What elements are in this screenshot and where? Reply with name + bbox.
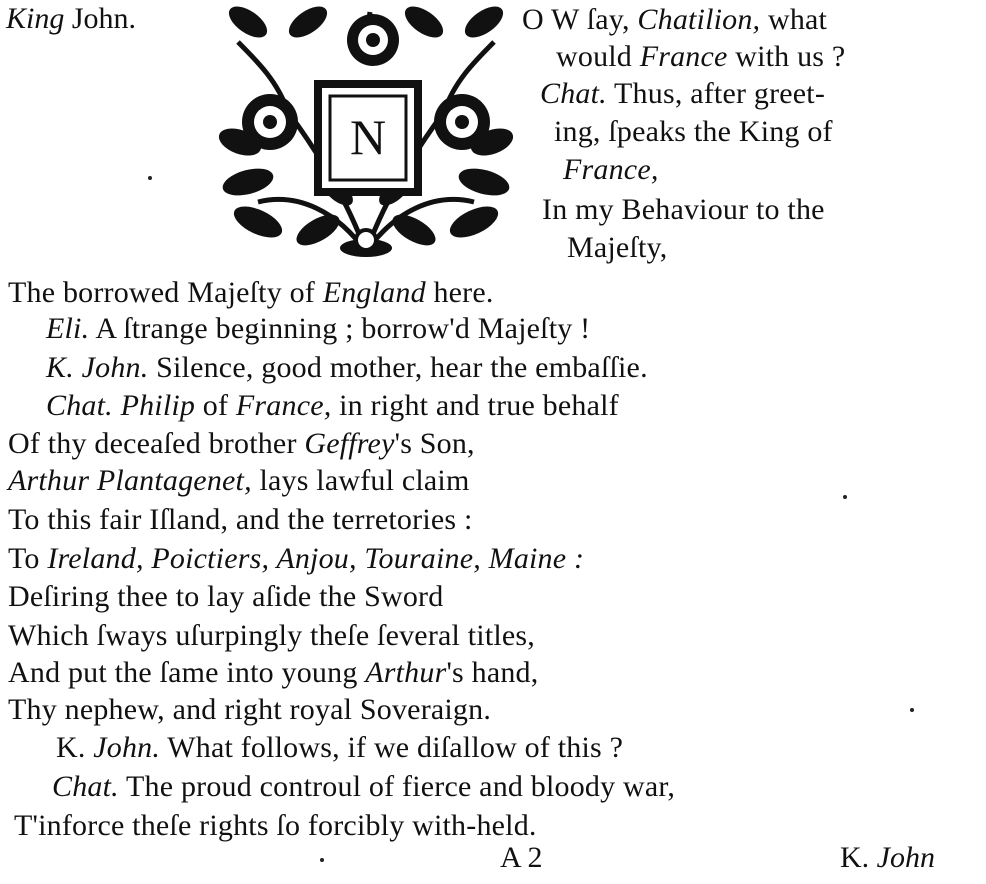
roman-run: To <box>8 542 48 575</box>
roman-run: in right and true behalf <box>331 389 619 422</box>
italic-run: Eli. <box>46 312 90 345</box>
roman-run: 's hand, <box>446 656 539 689</box>
ink-speck <box>910 708 914 712</box>
running-head-italic: King <box>6 2 65 35</box>
ink-speck <box>320 858 324 862</box>
text-line <box>8 502 472 538</box>
roman-run: The borrowed Majeſty of <box>8 276 323 309</box>
decorative-initial <box>218 2 514 258</box>
italic-run: Ireland, Poictiers, Anjou, Touraine, Maine : <box>47 542 585 575</box>
catchword-roman: K. <box>840 841 877 874</box>
italic-run: Philip <box>120 389 196 422</box>
text-line <box>540 76 825 112</box>
text-line <box>542 192 825 228</box>
roman-run: Thy nephew, and right royal Soveraign. <box>8 693 492 726</box>
roman-run: A ſtrange beginning ; borrow'd Majeſty ! <box>89 312 591 345</box>
text-line <box>556 39 845 75</box>
signature-mark: A 2 <box>500 841 543 874</box>
text-line <box>8 541 584 577</box>
italic-run: Chat. <box>540 77 607 110</box>
italic-run: Arthur <box>365 656 447 689</box>
roman-run: Deſiring thee to lay aſide the Sword <box>8 580 444 613</box>
text-line <box>8 655 538 691</box>
ink-speck <box>148 176 152 180</box>
running-head <box>6 2 136 36</box>
roman-run: here. <box>425 276 494 309</box>
roman-run: lays lawful claim <box>251 464 470 497</box>
roman-run: what <box>760 3 828 36</box>
text-line <box>567 230 667 266</box>
roman-run: with us ? <box>727 40 846 73</box>
roman-run: What follows, if we diſallow of this ? <box>160 731 624 764</box>
text-line <box>522 2 827 38</box>
roman-run: would <box>556 40 640 73</box>
roman-run: of <box>195 389 236 422</box>
initial-letter: N <box>349 109 387 165</box>
roman-run: ing, ſpeaks the King of <box>554 115 833 148</box>
ink-speck <box>843 495 847 499</box>
italic-run: Chat. <box>46 389 113 422</box>
roman-run: Thus, after greet- <box>606 77 826 110</box>
roman-run: O W ſay, <box>522 3 638 36</box>
roman-run: Majeſty, <box>567 231 668 264</box>
italic-run: France, <box>235 389 332 422</box>
text-line <box>554 114 833 150</box>
text-line <box>563 152 659 188</box>
italic-run: Chatilion, <box>637 3 761 36</box>
text-line <box>8 579 443 615</box>
italic-run: John. <box>93 731 161 764</box>
roman-run: Silence, good mother, hear the embaſſie. <box>148 351 648 384</box>
catchword <box>840 838 935 878</box>
roman-run: T'inforce theſe rights ſo forcibly with-held. <box>14 809 537 842</box>
roman-run: K. <box>56 731 94 764</box>
roman-run: And put the ſame into young <box>8 656 366 689</box>
text-line <box>8 426 475 462</box>
roman-run: Of thy deceaſed brother <box>8 427 305 460</box>
text-line <box>46 311 590 347</box>
italic-run: Geffrey <box>304 427 395 460</box>
italic-run: K. John. <box>46 351 149 384</box>
text-line <box>8 692 491 728</box>
text-line <box>8 463 469 499</box>
roman-run: Which ſways uſurpingly theſe ſeveral titles, <box>8 619 535 652</box>
text-line <box>46 388 619 424</box>
catchword-italic: John <box>876 841 935 874</box>
italic-run: France <box>639 40 728 73</box>
running-head-roman: John. <box>64 2 137 35</box>
text-line <box>52 769 675 805</box>
italic-run: France, <box>563 153 659 186</box>
text-line <box>46 350 648 386</box>
floral-ornament-icon <box>218 2 514 258</box>
text-line <box>14 808 537 844</box>
roman-run: 's Son, <box>394 427 475 460</box>
text-line <box>8 275 494 311</box>
italic-run: England <box>322 276 426 309</box>
roman-run: In my Behaviour to the <box>542 193 825 226</box>
roman-run: To this fair Iſland, and the terretories : <box>8 503 473 536</box>
roman-run: The proud controul of fierce and bloody war, <box>118 770 676 803</box>
italic-run: Chat. <box>52 770 119 803</box>
text-line <box>56 730 623 766</box>
text-line <box>8 618 535 654</box>
roman-run <box>113 389 121 422</box>
italic-run: Arthur Plantagenet, <box>8 464 252 497</box>
